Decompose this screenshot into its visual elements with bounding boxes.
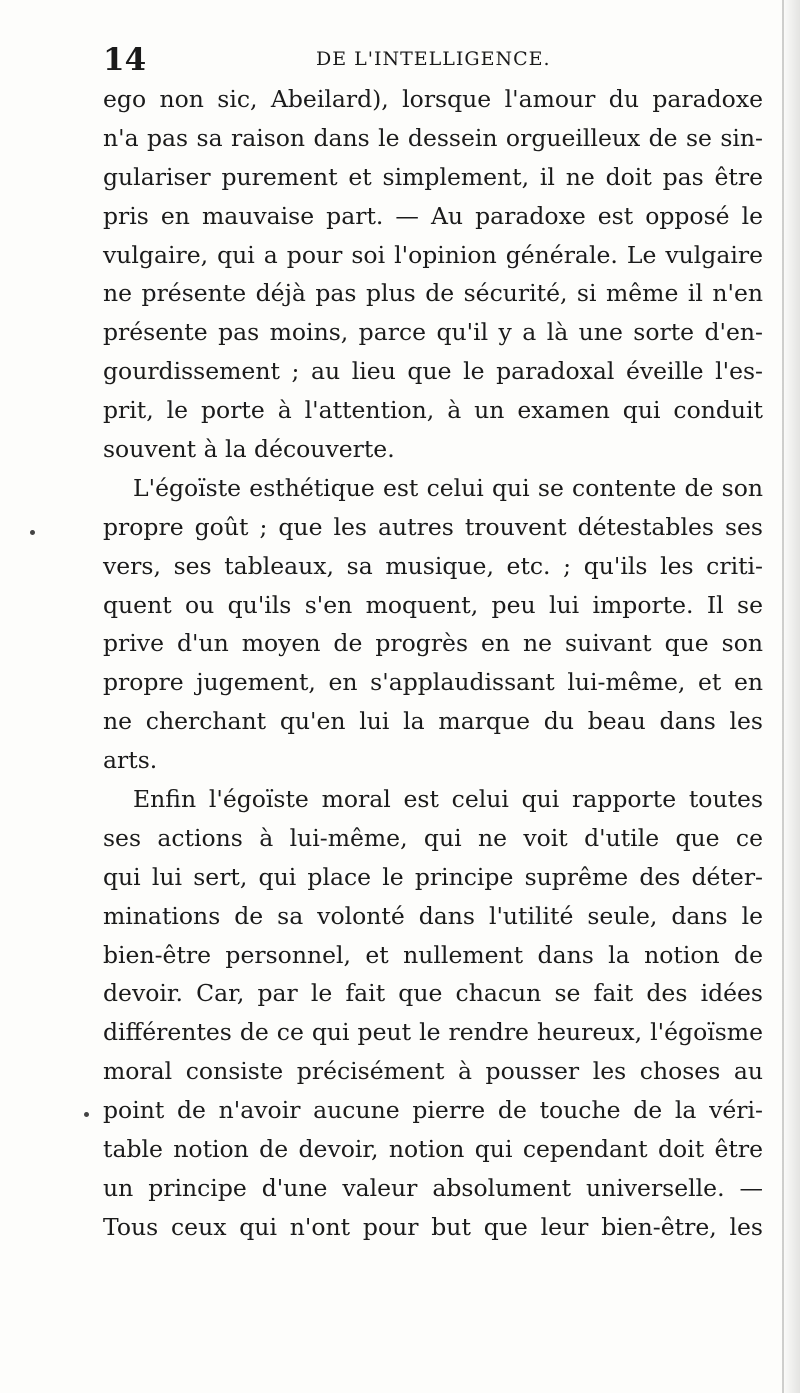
text-line: propre goût ; que les autres trouvent détestables ses	[103, 512, 763, 541]
text-line: Tous ceux qui n'ont pour but que leur bien-être, les	[103, 1212, 763, 1241]
text-line: différentes de ce qui peut le rendre heureux, l'égoïsme	[103, 1018, 763, 1047]
text-line: devoir. Car, par le fait que chacun se fait des idées	[103, 979, 763, 1008]
paragraph-first-line: L'égoïste esthétique est celui qui se contente de son	[133, 473, 763, 502]
margin-speck	[84, 1112, 89, 1117]
margin-speck	[30, 530, 35, 535]
text-line: qui lui sert, qui place le principe suprême des déter-	[103, 862, 763, 891]
text-line: prive d'un moyen de progrès en ne suivant que son	[103, 629, 763, 658]
text-line: propre jugement, en s'applaudissant lui-même, et en	[103, 668, 763, 697]
text-line: point de n'avoir aucune pierre de touche de la véri-	[103, 1096, 763, 1125]
text-line: pris en mauvaise part. — Au paradoxe est opposé le	[103, 201, 763, 230]
text-line: bien-être personnel, et nullement dans la notion de	[103, 940, 763, 969]
text-line: vers, ses tableaux, sa musique, etc. ; qu'ils les criti-	[103, 551, 763, 580]
text-line: moral consiste précisément à pousser les choses au	[103, 1057, 763, 1086]
page-number: 14	[103, 42, 147, 78]
text-line: ne présente déjà pas plus de sécurité, si même il n'en	[103, 279, 763, 308]
text-line: minations de sa volonté dans l'utilité seule, dans le	[103, 901, 763, 930]
running-head	[103, 40, 763, 80]
running-title: DE L'INTELLIGENCE.	[316, 48, 551, 70]
text-line: vulgaire, qui a pour soi l'opinion générale. Le vulgaire	[103, 240, 763, 269]
text-line: ego non sic, Abeilard), lorsque l'amour du paradoxe	[103, 85, 763, 113]
body-text	[103, 80, 763, 1247]
text-line: gulariser purement et simplement, il ne doit pas être	[103, 162, 763, 191]
paragraph-first-line: Enfin l'égoïste moral est celui qui rapporte toutes	[133, 785, 763, 814]
text-line: gourdissement ; au lieu que le paradoxal éveille l'es-	[103, 357, 763, 386]
text-line: ne cherchant qu'en lui la marque du beau dans les	[103, 707, 763, 736]
text-line: quent ou qu'ils s'en moquent, peu lui importe. Il se	[103, 590, 763, 619]
text-line: souvent à la découverte.	[103, 435, 395, 464]
text-line: un principe d'une valeur absolument universelle. —	[103, 1173, 763, 1202]
text-line: ses actions à lui-même, qui ne voit d'utile que ce	[103, 823, 763, 852]
page-edge-shadow	[782, 0, 800, 1393]
text-line: n'a pas sa raison dans le dessein orgueilleux de se sin-	[103, 123, 763, 152]
text-line: arts.	[103, 746, 158, 775]
text-line: présente pas moins, parce qu'il y a là une sorte d'en-	[103, 318, 763, 347]
text-line: table notion de devoir, notion qui cependant doit être	[103, 1135, 763, 1164]
text-line: prit, le porte à l'attention, à un examen qui conduit	[103, 396, 763, 425]
